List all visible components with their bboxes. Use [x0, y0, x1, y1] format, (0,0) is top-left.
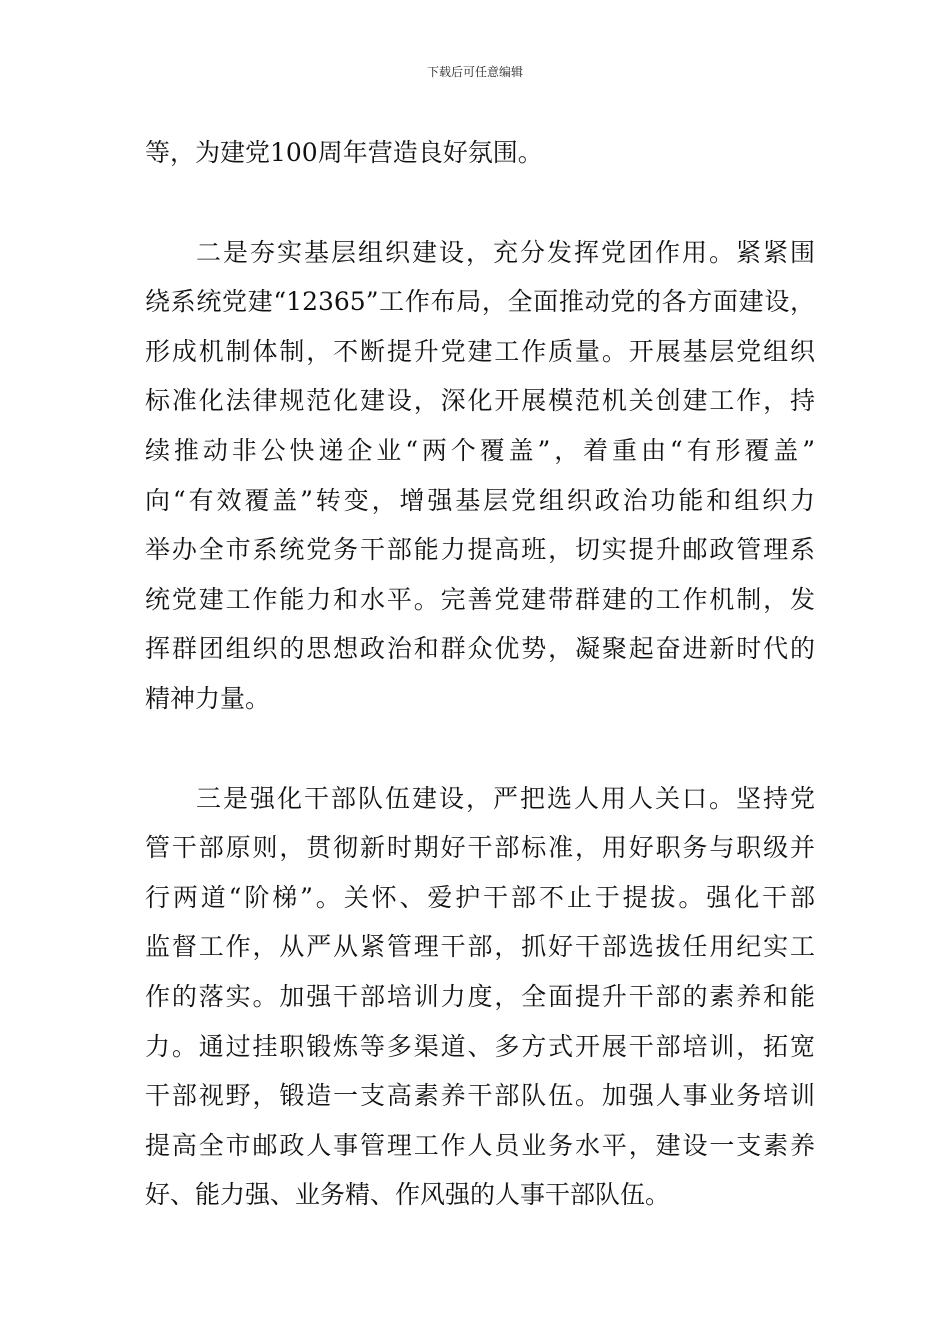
paragraph-gap [145, 724, 815, 774]
text-line: 挥群团组织的思想政治和群众优势，凝聚起奋进新时代的 [145, 634, 815, 664]
text-line: 作的落实。加强干部培训力度，全面提升干部的素养和能 [145, 981, 815, 1011]
text-line: 好、能力强、业务精、作风强的人事干部队伍。 [145, 1180, 671, 1210]
text-line: 绕系统党建“12365”工作布局，全面推动党的各方面建设， [145, 287, 815, 317]
text-line: 干部视野，锻造一支高素养干部队伍。加强人事业务培训 [145, 1081, 815, 1111]
text-line: 统党建工作能力和水平。完善党建带群建的工作机制，发 [145, 584, 815, 614]
text-line: 三是强化干部队伍建设，严把选人用人关口。坚持党 [196, 783, 815, 813]
paragraph-1 [145, 128, 815, 178]
text-line: 等，为建党100周年营造良好氛围。 [145, 138, 543, 167]
text-line: 行两道“阶梯”。关怀、爱护干部不止于提拔。强化干部 [145, 882, 815, 912]
text-line: 形成机制体制，不断提升党建工作质量。开展基层党组织 [145, 336, 815, 366]
document-body [145, 128, 815, 1220]
text-line: 力。通过挂职锻炼等多渠道、多方式开展干部培训，拓宽 [145, 1031, 815, 1061]
text-line: 举办全市系统党务干部能力提高班，切实提升邮政管理系 [145, 535, 815, 565]
page-header: 下载后可任意编辑 [426, 65, 523, 79]
text-line: 二是夯实基层组织建设，充分发挥党团作用。紧紧围 [196, 237, 815, 267]
text-line: 标准化法律规范化建设，深化开展模范机关创建工作，持 [145, 386, 815, 416]
paragraph-3 [145, 774, 815, 1220]
text-line: 精神力量。 [145, 683, 271, 713]
text-line: 提高全市邮政人事管理工作人员业务水平，建设一支素养 [145, 1130, 815, 1160]
text-line: 续推动非公快递企业“两个覆盖”，着重由“有形覆盖” [145, 435, 815, 465]
paragraph-gap [145, 178, 815, 228]
text-line: 向“有效覆盖”转变，增强基层党组织政治功能和组织力 [145, 485, 815, 515]
text-line: 监督工作，从严从紧管理干部，抓好干部选拔任用纪实工 [145, 932, 815, 962]
paragraph-2 [145, 228, 815, 724]
text-line: 管干部原则，贯彻新时期好干部标准，用好职务与职级并 [145, 833, 815, 863]
